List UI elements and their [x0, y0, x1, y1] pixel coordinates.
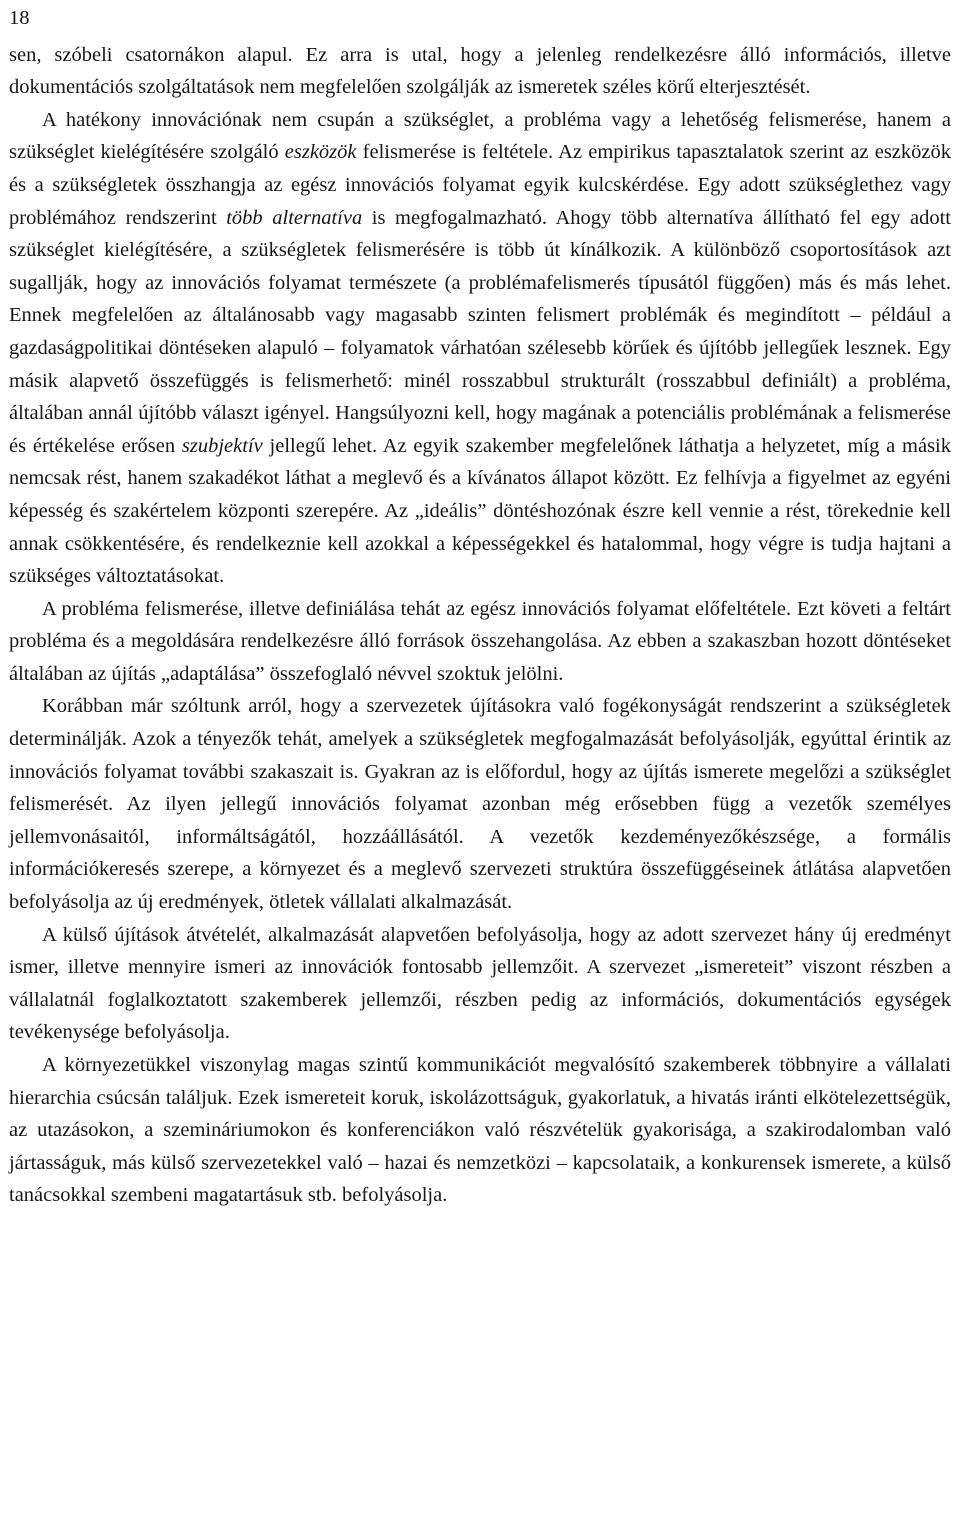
paragraph-5: [9, 919, 951, 1049]
paragraph-4: [9, 690, 951, 918]
emphasis-szubjektiv: szubjektív: [181, 434, 263, 457]
emphasis-eszkozok: eszközök: [284, 141, 357, 164]
paragraph-1: [9, 39, 951, 104]
paragraph-text: A hatékony innovációnak nem csupán a szükséglet, a probléma vagy a lehetőség felismerése, hanem a szükséglet kielégítésére szolgáló: [9, 108, 951, 164]
paragraph-text: jellegű lehet. Az egyik szakember megfelelőnek láthatja a helyzetet, míg a másik nemcsak rést, hanem szakadékot láthat a meglevő és a kívánatos állapot között. Ez felhívja a figyelmet az egyéni képesség és szakértelem központi szerepére. Az „ideális” döntéshozónak észre kell vennie a rést, törekednie kell annak csökkentésére, és rendelkeznie kell azokkal a képességekkel és hatalommal, hogy végre is tudja hajtani a szükséges változtatásokat.: [9, 434, 951, 588]
paragraph-text: Korábban már szóltunk arról, hogy a szervezetek újításokra való fogékonyságát rendszerint a szükségletek determinálják. Azok a tényezők tehát, amelyek a szükségletek megfogalmazását befolyásolják, egyúttal érintik az innovációs folyamat további szakaszait is. Gyakran az is előfordul, hogy az újítás ismerete megelőzi a szükséglet felismerését. Az ilyen jellegű innovációs folyamat azonban még erősebben függ a vezetők személyes jellemvonásaitól, informáltságától, hozzáállásától. A vezetők kezdeményezőkészsége, a formális információkeresés szerepe, a környezet és a meglevő szervezeti struktúra összefüggéseinek átlátása alapvetően befolyásolja az új eredmények, ötletek vállalati alkalmazását.: [9, 695, 951, 914]
paragraph-3: [9, 593, 951, 691]
paragraph-text: A környezetükkel viszonylag magas szintű kommunikációt megvalósító szakemberek többnyire a vállalati hierarchia csúcsán találjuk. Ezek ismereteit koruk, iskolázottságuk, gyakorlatuk, a hivatás iránti elkötelezettségük, az utazásokon, a szemináriumokon és konferenciákon való részvételük gyakorisága, a szakirodalomban való jártasságuk, más külső szervezetekkel való – hazai és nemzetközi – kapcsolataik, a konkurensek ismerete, a külső tanácsokkal szembeni magatartásuk stb. befolyásolja.: [9, 1054, 951, 1207]
paragraph-text: felismerése is feltétele. Az empirikus tapasztalatok szerint az eszközök és a szükségletek összhangja az egész innovációs folyamat egyik kulcskérdése. Egy adott szükséglethez vagy problémához rendszerint: [9, 141, 951, 229]
paragraph-text: A probléma felismerése, illetve definiálása tehát az egész innovációs folyamat előfeltétele. Ezt követi a feltárt probléma és a megoldására rendelkezésre álló források összehangolása. Az ebben a szakaszban hozott döntéseket általában az újítás „adaptálása” összefoglaló névvel szoktuk jelölni.: [9, 597, 951, 685]
paragraph-text: sen, szóbeli csatornákon alapul. Ez arra is utal, hogy a jelenleg rendelkezésre álló információs, illetve dokumentációs szolgáltatások nem megfelelően szolgálják az ismeretek széles körű elterjesztését.: [9, 43, 951, 99]
document-page: [9, 2, 951, 1212]
paragraph-6: [9, 1049, 951, 1212]
emphasis-tobb-alternativa: több alternatíva: [226, 206, 363, 229]
paragraph-text: is megfogalmazható. Ahogy több alternatíva állítható fel egy adott szükséglet kielégítésére, a szükségletek felismerésére is több út kínálkozik. A különböző csoportosítások azt sugallják, hogy az innovációs folyamat természete (a problémafelismerés típusától függően) más és más lehet. Ennek megfelelően az általánosabb vagy magasabb szinten felismert problémák és megindított – például a gazdaságpolitikai döntéseken alapuló – folyamatok várhatóan szélesebb körűek és újítóbb jellegűek lesznek. Egy másik alapvető összefüggés is felismerhető: minél rosszabbul strukturált (rosszabbul definiált) a probléma, általában annál újítóbb választ igényel. Hangsúlyozni kell, hogy magának a potenciális problémának a felismerése és értékelése erősen: [9, 206, 952, 457]
page-number: 18: [9, 7, 30, 29]
paragraph-text: A külső újítások átvételét, alkalmazását alapvetően befolyásolja, hogy az adott szervezet hány új eredményt ismer, illetve mennyire ismeri az innovációk fontosabb jellemzőit. A szervezet „ismereteit” viszont részben a vállalatnál foglalkoztatott szakemberek jellemzői, részben pedig az információs, dokumentációs egységek tevékenysége befolyásolja.: [9, 923, 951, 1044]
paragraph-2: [9, 104, 951, 593]
